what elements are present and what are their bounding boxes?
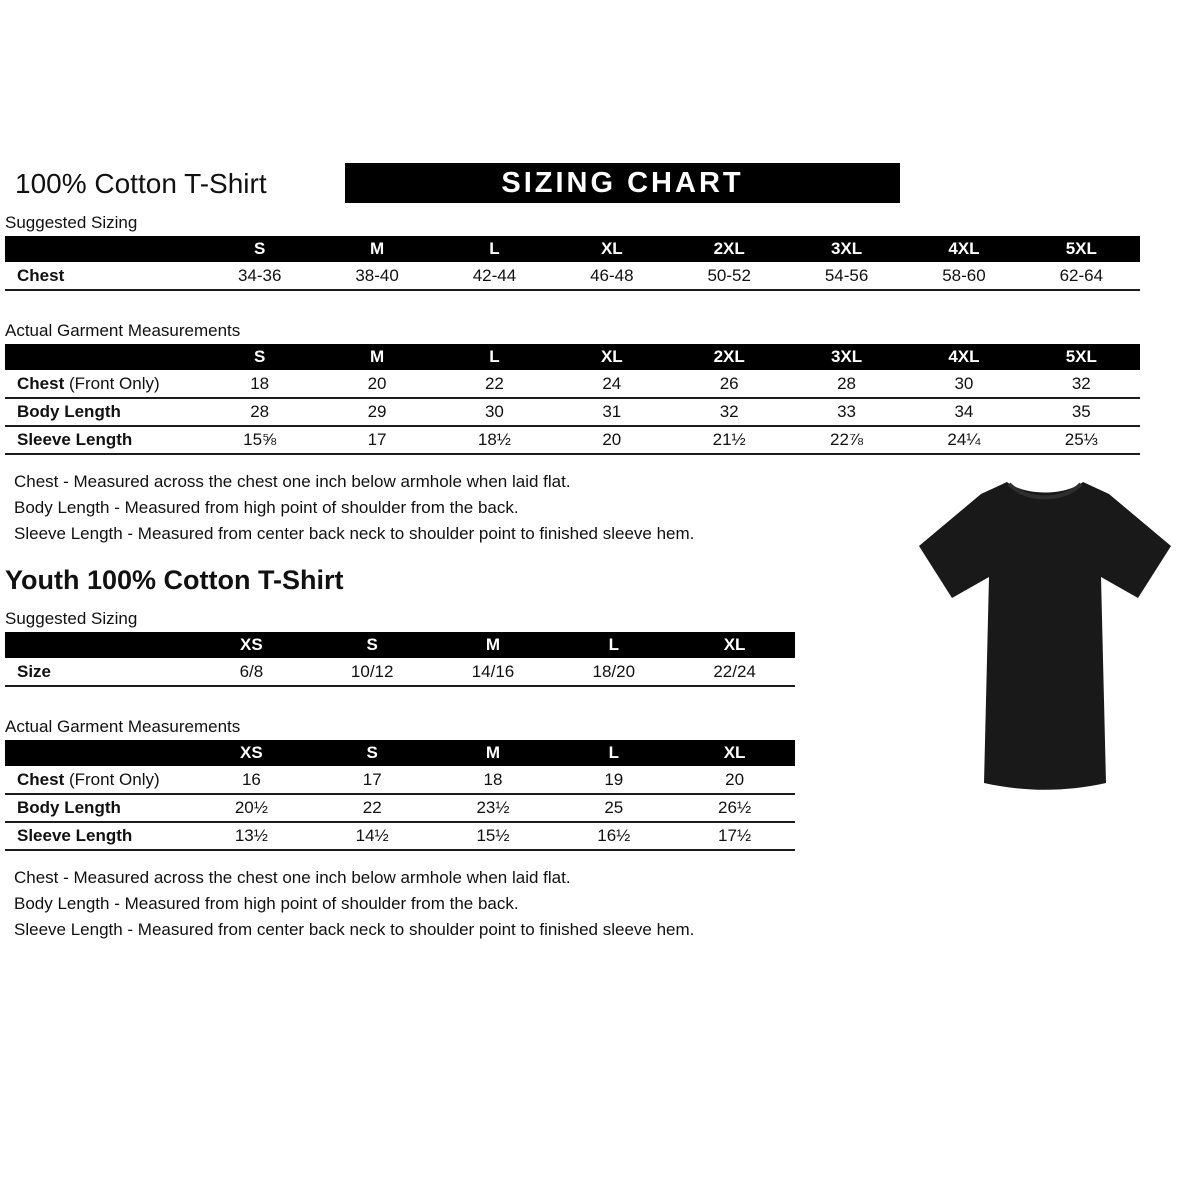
size-header-cell: L (436, 344, 553, 370)
measurement-cell: 26 (671, 370, 788, 398)
tshirt-silhouette (919, 482, 1171, 790)
row-label-cell (5, 822, 191, 850)
size-header-cell: 2XL (671, 236, 788, 262)
measurement-cell: 50-52 (671, 262, 788, 290)
measurement-cell: 35 (1023, 398, 1140, 426)
measurement-cell: 46-48 (553, 262, 670, 290)
size-header-cell: M (433, 740, 554, 766)
size-header-cell: 3XL (788, 344, 905, 370)
size-header-cell: 5XL (1023, 236, 1140, 262)
measurement-cell: 29 (318, 398, 435, 426)
size-header-spacer (5, 632, 191, 658)
measurement-cell: 18 (433, 766, 554, 794)
row-label-cell (5, 262, 201, 290)
measurement-cell: 15½ (433, 822, 554, 850)
measurement-row (5, 262, 1140, 290)
measurement-row (5, 658, 795, 686)
title-row (5, 163, 1200, 203)
row-label-cell (5, 426, 201, 454)
size-header-cell: XL (553, 344, 670, 370)
youth-title: Youth 100% Cotton T-Shirt (5, 565, 344, 595)
measurement-cell: 24 (553, 370, 670, 398)
size-header-row (5, 740, 795, 766)
measurement-note-body-length: Body Length - Measured from high point of shoulder from the back. (14, 894, 519, 913)
measurement-row (5, 822, 795, 850)
adult-title: 100% Cotton T-Shirt (15, 168, 267, 199)
measurement-cell: 34-36 (201, 262, 318, 290)
measurement-cell: 17 (312, 766, 433, 794)
measurement-note-body-length: Body Length - Measured from high point of shoulder from the back. (14, 498, 519, 517)
adult-actual-table (5, 344, 1140, 455)
measurement-cell: 21½ (671, 426, 788, 454)
measurement-cell: 22/24 (674, 658, 795, 686)
row-label: Chest (17, 769, 65, 789)
row-label-cell (5, 658, 191, 686)
measurement-cell: 18 (201, 370, 318, 398)
adult-suggested-table (5, 236, 1140, 291)
size-header-cell: 3XL (788, 236, 905, 262)
size-header-cell: 4XL (905, 344, 1022, 370)
adult-actual-measurements-label: Actual Garment Measurements (5, 321, 241, 340)
size-header-cell: M (318, 344, 435, 370)
measurement-note-chest: Chest - Measured across the chest one inch below armhole when laid flat. (14, 868, 571, 887)
size-header-cell: XL (674, 740, 795, 766)
measurement-cell: 23½ (433, 794, 554, 822)
size-header-cell: 4XL (905, 236, 1022, 262)
measurement-cell: 58-60 (905, 262, 1022, 290)
measurement-row (5, 398, 1140, 426)
measurement-cell: 31 (553, 398, 670, 426)
measurement-cell: 34 (905, 398, 1022, 426)
measurement-note-sleeve-length: Sleeve Length - Measured from center back neck to shoulder point to finished sleeve hem. (14, 524, 695, 543)
measurement-cell: 17½ (674, 822, 795, 850)
measurement-cell: 28 (201, 398, 318, 426)
row-label: Sleeve Length (17, 430, 133, 449)
measurement-cell: 20 (318, 370, 435, 398)
size-header-cell: XL (553, 236, 670, 262)
size-header-cell: S (312, 740, 433, 766)
measurement-note-sleeve-length: Sleeve Length - Measured from center back neck to shoulder point to finished sleeve hem. (14, 920, 695, 939)
row-label: Body Length (17, 402, 121, 421)
row-label: Sleeve Length (17, 826, 133, 845)
size-header-cell: S (201, 344, 318, 370)
measurement-cell: 18/20 (553, 658, 674, 686)
measurement-cell: 20½ (191, 794, 312, 822)
measurement-cell: 15⅝ (201, 426, 318, 454)
youth-actual-measurements-label: Actual Garment Measurements (5, 717, 241, 736)
measurement-cell: 13½ (191, 822, 312, 850)
size-header-spacer (5, 344, 201, 370)
row-label: Chest (17, 373, 65, 393)
size-header-cell: L (553, 740, 674, 766)
sizing-chart-banner: SIZING CHART (345, 163, 900, 203)
measurement-cell: 19 (553, 766, 674, 794)
size-header-cell: L (436, 236, 553, 262)
row-label-cell (5, 398, 201, 426)
measurement-row (5, 370, 1140, 398)
measurement-cell: 54-56 (788, 262, 905, 290)
measurement-cell: 14½ (312, 822, 433, 850)
youth-actual-table (5, 740, 795, 851)
measurement-cell: 30 (905, 370, 1022, 398)
measurement-cell: 28 (788, 370, 905, 398)
measurement-row (5, 426, 1140, 454)
row-label: Chest (17, 265, 65, 285)
measurement-cell: 32 (671, 398, 788, 426)
measurement-cell: 18½ (436, 426, 553, 454)
youth-suggested-sizing-label: Suggested Sizing (5, 609, 138, 628)
size-header-cell: XL (674, 632, 795, 658)
measurement-cell: 16½ (553, 822, 674, 850)
measurement-cell: 22⅞ (788, 426, 905, 454)
adult-suggested-sizing-label: Suggested Sizing (5, 213, 138, 232)
measurement-cell: 10/12 (312, 658, 433, 686)
black-tshirt-photo (895, 468, 1195, 808)
row-label-note: (Front Only) (64, 373, 160, 393)
youth-measurement-notes (5, 865, 1200, 943)
size-header-cell: 5XL (1023, 344, 1140, 370)
size-header-cell: M (433, 632, 554, 658)
measurement-note-chest: Chest - Measured across the chest one inch below armhole when laid flat. (14, 472, 571, 491)
measurement-cell: 42-44 (436, 262, 553, 290)
row-label-note: (Front Only) (64, 769, 160, 789)
measurement-cell: 38-40 (318, 262, 435, 290)
measurement-cell: 16 (191, 766, 312, 794)
size-header-row (5, 236, 1140, 262)
measurement-cell: 25 (553, 794, 674, 822)
measurement-cell: 20 (674, 766, 795, 794)
measurement-cell: 20 (553, 426, 670, 454)
measurement-cell: 17 (318, 426, 435, 454)
measurement-cell: 6/8 (191, 658, 312, 686)
measurement-row (5, 766, 795, 794)
youth-suggested-table (5, 632, 795, 687)
row-label-cell (5, 370, 201, 398)
measurement-cell: 33 (788, 398, 905, 426)
measurement-cell: 22 (436, 370, 553, 398)
row-label-cell (5, 794, 191, 822)
size-header-cell: XS (191, 740, 312, 766)
measurement-cell: 22 (312, 794, 433, 822)
size-header-cell: 2XL (671, 344, 788, 370)
measurement-row (5, 794, 795, 822)
row-label-cell (5, 766, 191, 794)
measurement-cell: 24¼ (905, 426, 1022, 454)
measurement-cell: 14/16 (433, 658, 554, 686)
size-header-row (5, 344, 1140, 370)
size-header-row (5, 632, 795, 658)
size-header-cell: S (312, 632, 433, 658)
measurement-cell: 62-64 (1023, 262, 1140, 290)
size-header-spacer (5, 740, 191, 766)
size-header-cell: M (318, 236, 435, 262)
size-header-cell: L (553, 632, 674, 658)
row-label: Size (17, 661, 52, 681)
measurement-cell: 30 (436, 398, 553, 426)
size-header-cell: S (201, 236, 318, 262)
size-header-spacer (5, 236, 201, 262)
size-header-cell: XS (191, 632, 312, 658)
measurement-cell: 26½ (674, 794, 795, 822)
row-label: Body Length (17, 798, 121, 817)
measurement-cell: 32 (1023, 370, 1140, 398)
measurement-cell: 25⅓ (1023, 426, 1140, 454)
